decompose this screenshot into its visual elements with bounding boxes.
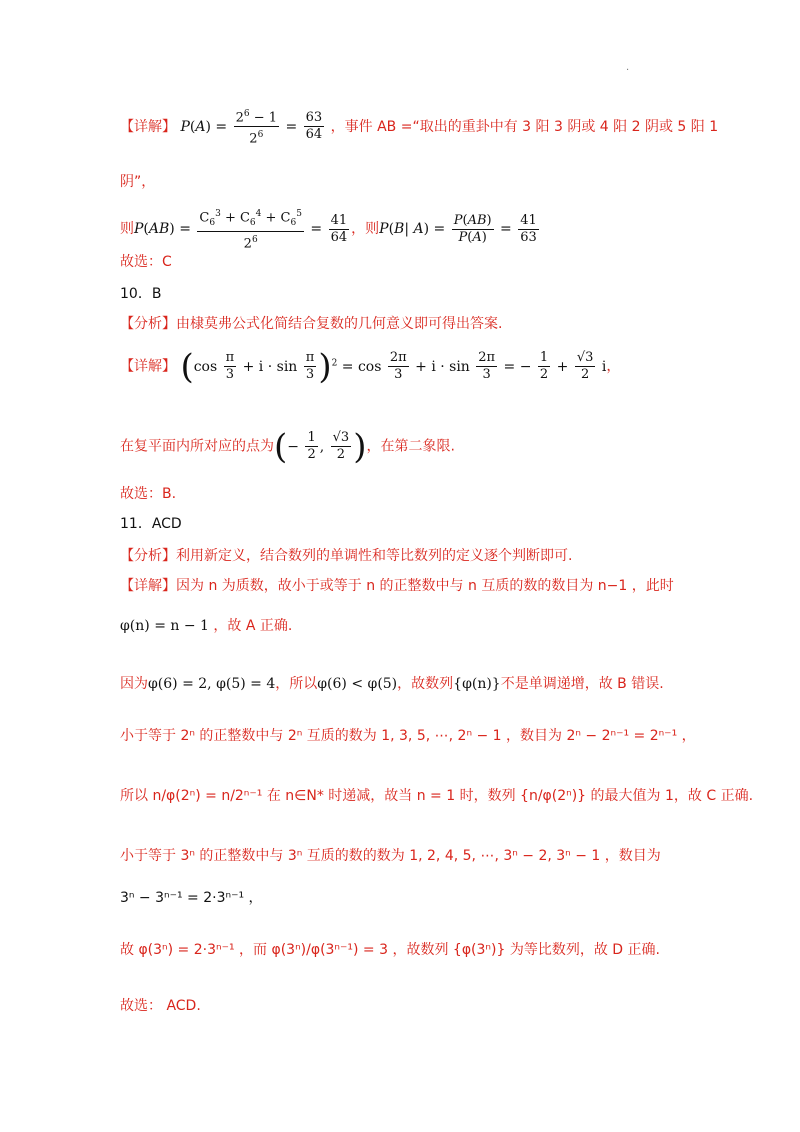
detail-text: 因为 n 为质数，故小于或等于 n 的正整数中与 n 互质的数的数目为 n−1 ，此时 — [176, 578, 674, 594]
q11-line8: 故 φ(3ⁿ) = 2·3ⁿ⁻¹ ，而 φ(3ⁿ)/φ(3ⁿ⁻¹) = 3 ，故数列 {φ(3ⁿ)} 为等比数列，故 D 正确. — [120, 942, 660, 958]
formula-pba: P(B| A) = $\frac{P(AB)}{P(A)}$ = $\frac{41}{63}$ — [379, 212, 537, 245]
point-pre: 在复平面内所对应的点为 — [120, 438, 274, 455]
q11-line2 — [120, 616, 700, 636]
q11-line3 — [120, 674, 700, 694]
formula-phi-seq: {φ(n)} — [453, 676, 501, 692]
line3-post: 不是单调递增，故 B 错误. — [500, 676, 664, 692]
header-dot: . — [626, 62, 630, 73]
p1-cont: 阴”， — [120, 174, 156, 190]
formula-pa: P(A) = $\frac{2^6 - 1}{2^6}$ = $\frac{63}{64}$ — [180, 119, 326, 135]
formula-pab: P(AB) = $\frac{C_6^3 + C_6^4 + C_6^5}{2^6}$ = $\frac{41}{64}$ — [134, 221, 351, 237]
question-10: 10．B — [120, 286, 162, 302]
q10-detail — [120, 346, 700, 387]
q11-line7: 3ⁿ − 3ⁿ⁻¹ = 2·3ⁿ⁻¹ ， — [120, 890, 263, 906]
line2-text: ，故 A 正确. — [213, 618, 293, 634]
answer-10: 故选：B. — [120, 486, 177, 502]
formula-phi-compare: φ(6) < φ(5) — [317, 676, 398, 692]
p2-pre: 则 — [120, 221, 134, 238]
q10-analysis — [120, 314, 700, 334]
question-11: 11．ACD — [120, 516, 182, 532]
line3-mid1: ，所以 — [275, 676, 318, 692]
answer-9: 故选：C — [120, 254, 172, 270]
q11-line4: 小于等于 2ⁿ 的正整数中与 2ⁿ 互质的数为 1, 3, 5, ⋯, 2ⁿ − 1 ，数目为 2ⁿ − 2ⁿ⁻¹ = 2ⁿ⁻¹ ， — [120, 728, 696, 744]
detail-tag: 【详解】 — [120, 578, 176, 594]
q11-detail — [120, 576, 700, 596]
analysis-text: 利用新定义，结合数列的单调性和等比数列的定义逐个判断即可. — [176, 548, 573, 564]
formula-phi-n: φ(n) = n − 1 — [120, 618, 209, 634]
detail-end: ， — [606, 358, 621, 375]
line3-mid2: ，故数列 — [397, 676, 454, 692]
formula-phi-values: φ(6) = 2, φ(5) = 4 — [148, 676, 276, 692]
q10-point — [120, 426, 700, 467]
q11-line5: 所以 n/φ(2ⁿ) = n/2ⁿ⁻¹ 在 n∈N* 时递减，故当 n = 1 时，数列 {n/φ(2ⁿ)} 的最大值为 1，故 C 正确. — [120, 788, 754, 804]
line3-pre: 因为 — [120, 676, 148, 692]
q11-analysis — [120, 546, 700, 566]
p2-mid: ，则 — [351, 221, 380, 238]
p1-text: ，事件 AB =“取出的重卦中有 3 阳 3 阴或 4 阳 2 阴或 5 阳 1 — [330, 118, 719, 135]
analysis-tag: 【分析】 — [120, 548, 176, 564]
analysis-text: 由棣莫弗公式化简结合复数的几何意义即可得出答案. — [176, 316, 503, 332]
detail-tag: 【详解】 — [120, 118, 176, 135]
detail-tag: 【详解】 — [120, 358, 176, 375]
analysis-tag: 【分析】 — [120, 316, 176, 332]
formula-point: (− $\frac{1}{2}$ , $\frac{√3}{2}$ ) — [274, 426, 367, 467]
answer-11: 故选： ACD. — [120, 998, 201, 1014]
p2-line — [120, 206, 700, 252]
p1-line — [120, 106, 719, 148]
q11-line6: 小于等于 3ⁿ 的正整数中与 3ⁿ 互质的数的数为 1, 2, 4, 5, ⋯, 3ⁿ − 2, 3ⁿ − 1 ，数目为 — [120, 848, 661, 864]
formula-demoivre: (cos $\frac{\pi}{3}$ + i · sin $\frac{\pi}{3}$ )$^2$ = cos $\frac{2\pi}{3}$ + i · sin $\frac{2\pi}{3}$ = − $\frac{1}{2}$ + $\frac{√3}{2}$ i — [180, 346, 607, 387]
point-post: ，在第二象限. — [366, 438, 455, 455]
